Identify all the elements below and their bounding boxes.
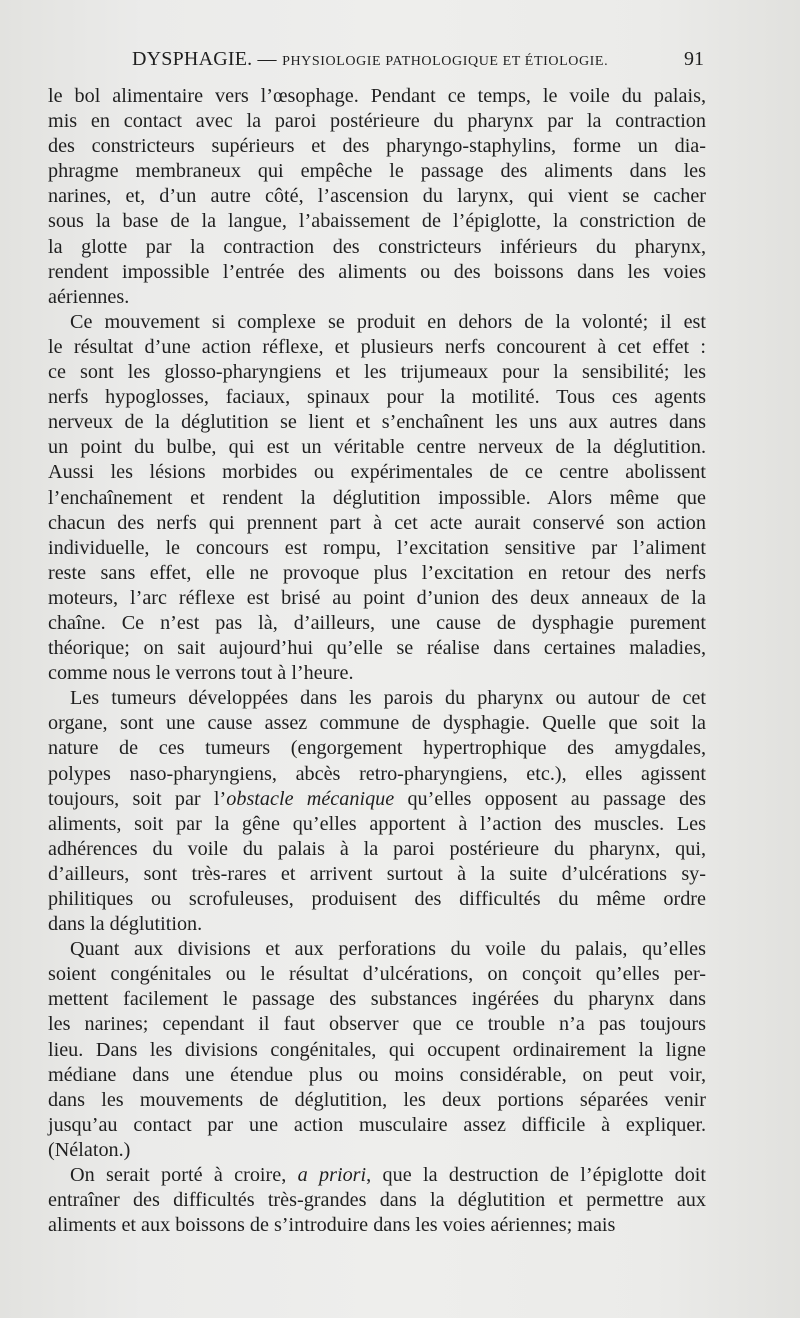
text-line: jusqu’au contact par une action musculaire assez difficile à expliquer.: [48, 1113, 706, 1136]
text-line: les narines; cependant il faut observer que ce trouble n’a pas toujours: [48, 1013, 706, 1036]
text-line: la glotte par la contraction des constricteurs inférieurs du pharynx,: [48, 235, 706, 258]
text-line: d’ailleurs, sont très-rares et arrivent surtout à la suite d’ulcérations sy-: [48, 862, 706, 885]
emphasis: a priori: [297, 1164, 367, 1187]
text-line: sous la base de la langue, l’abaissement de l’épiglotte, la constriction de: [48, 210, 706, 233]
text-line: l’enchaînement et rendent la déglutition impossible. Alors même que: [48, 486, 706, 509]
text-line: chacun des nerfs qui prennent part à cet acte aurait conservé son action: [48, 511, 706, 534]
text-line: médiane dans une étendue plus ou moins considérable, on peut voir,: [48, 1063, 706, 1086]
text-line: rendent impossible l’entrée des aliments ou des boissons dans les voies: [48, 260, 706, 283]
text-line: moteurs, l’arc réflexe est brisé au point d’union des deux anneaux de la: [48, 586, 706, 609]
text-line: le résultat d’une action réflexe, et plusieurs nerfs concourent à cet effet :: [48, 335, 706, 358]
text-line: phragme membraneux qui empêche le passage des aliments dans les: [48, 160, 706, 183]
text-line: philitiques ou scrofuleuses, produisent des difficultés du même ordre: [48, 888, 706, 910]
paragraph: [48, 310, 706, 686]
text-line: organe, sont une cause assez commune de dysphagie. Quelle que soit la: [48, 712, 706, 735]
text-line: mis en contact avec la paroi postérieure du pharynx par la contraction: [48, 110, 706, 133]
text-line: On serait porté à croire, a priori, que la destruction de l’épiglotte doit: [70, 1164, 706, 1187]
running-head-subtitle: PHYSIOLOGIE PATHOLOGIQUE ET ÉTIOLOGIE.: [282, 54, 609, 69]
text-line: reste sans effet, elle ne provoque plus l’excitation en retour des nerfs: [48, 561, 706, 584]
text-line: adhérences du voile du palais à la paroi postérieure du pharynx, qui,: [48, 837, 706, 860]
text-line: toujours, soit par l’obstacle mécanique qu’elles opposent au passage des: [48, 787, 707, 810]
emphasis: obstacle mécanique: [226, 787, 395, 810]
text-line: nature de ces tumeurs (engorgement hypertrophique des amygdales,: [48, 737, 706, 760]
text-line: Les tumeurs développées dans les parois du pharynx ou autour de cet: [70, 687, 706, 710]
page-number: 91: [684, 48, 704, 70]
text-line: soient congénitales ou le résultat d’ulcérations, on conçoit qu’elles per-: [48, 963, 706, 986]
paragraph: [48, 686, 706, 937]
text-line: dans la déglutition.: [48, 913, 203, 936]
text-line: entraîner des difficultés très-grandes dans la déglutition et permettre aux: [48, 1189, 706, 1212]
text-line: aériennes.: [48, 285, 130, 308]
text-line: dans les mouvements de déglutition, les deux portions séparées venir: [48, 1088, 706, 1111]
text-line: théorique; on sait aujourd’hui qu’elle se réalise dans certaines maladies,: [48, 637, 706, 660]
text-line: Aussi les lésions morbides ou expérimentales de ce centre abolissent: [48, 461, 706, 484]
text-line: lieu. Dans les divisions congénitales, qui occupent ordinairement la ligne: [48, 1038, 706, 1061]
running-head: [132, 48, 608, 71]
text-line: le bol alimentaire vers l’œsophage. Pendant ce temps, le voile du palais,: [48, 85, 706, 107]
text-line: mettent facilement le passage des substances ingérées du pharynx dans: [48, 988, 706, 1011]
text-line: Quant aux divisions et aux perforations du voile du palais, qu’elles: [70, 938, 706, 961]
running-head-dash: —: [257, 49, 277, 70]
paragraph: [48, 84, 706, 310]
text-line: (Nélaton.): [48, 1138, 131, 1161]
text-line: ce sont les glosso-pharyngiens et les trijumeaux pour la sensibilité; les: [48, 361, 706, 384]
text-line: nerfs hypoglosses, faciaux, spinaux pour la motilité. Tous ces agents: [48, 386, 706, 409]
text-line: Ce mouvement si complexe se produit en dehors de la volonté; il est: [70, 310, 706, 333]
text-line: un point du bulbe, qui est un véritable centre nerveux de la déglutition.: [48, 436, 706, 459]
text-line: aliments et aux boissons de s’introduire dans les voies aériennes; mais: [48, 1214, 616, 1237]
text-line: des constricteurs supérieurs et des pharyngo-staphylins, forme un dia-: [48, 135, 706, 158]
text-line: comme nous le verrons tout à l’heure.: [48, 662, 354, 685]
text-line: narines, et, d’un autre côté, l’ascension du larynx, qui vient se cacher: [48, 185, 706, 208]
text-line: polypes naso-pharyngiens, abcès retro-pharyngiens, etc.), elles agissent: [48, 762, 706, 785]
text-line: chaîne. Ce n’est pas là, d’ailleurs, une cause de dysphagie purement: [48, 611, 706, 634]
text-line: aliments, soit par la gêne qu’elles apportent à l’action des muscles. Les: [48, 812, 706, 835]
body-text: [48, 84, 706, 1238]
text-line: individuelle, le concours est rompu, l’excitation sensitive par l’aliment: [48, 536, 706, 559]
page-header: [0, 46, 800, 76]
paragraph: [48, 937, 706, 1163]
running-head-title: DYSPHAGIE.: [132, 48, 253, 70]
paragraph: [48, 1163, 706, 1238]
text-line: nerveux de la déglutition se lient et s’enchaînent les uns aux autres dans: [48, 411, 706, 434]
